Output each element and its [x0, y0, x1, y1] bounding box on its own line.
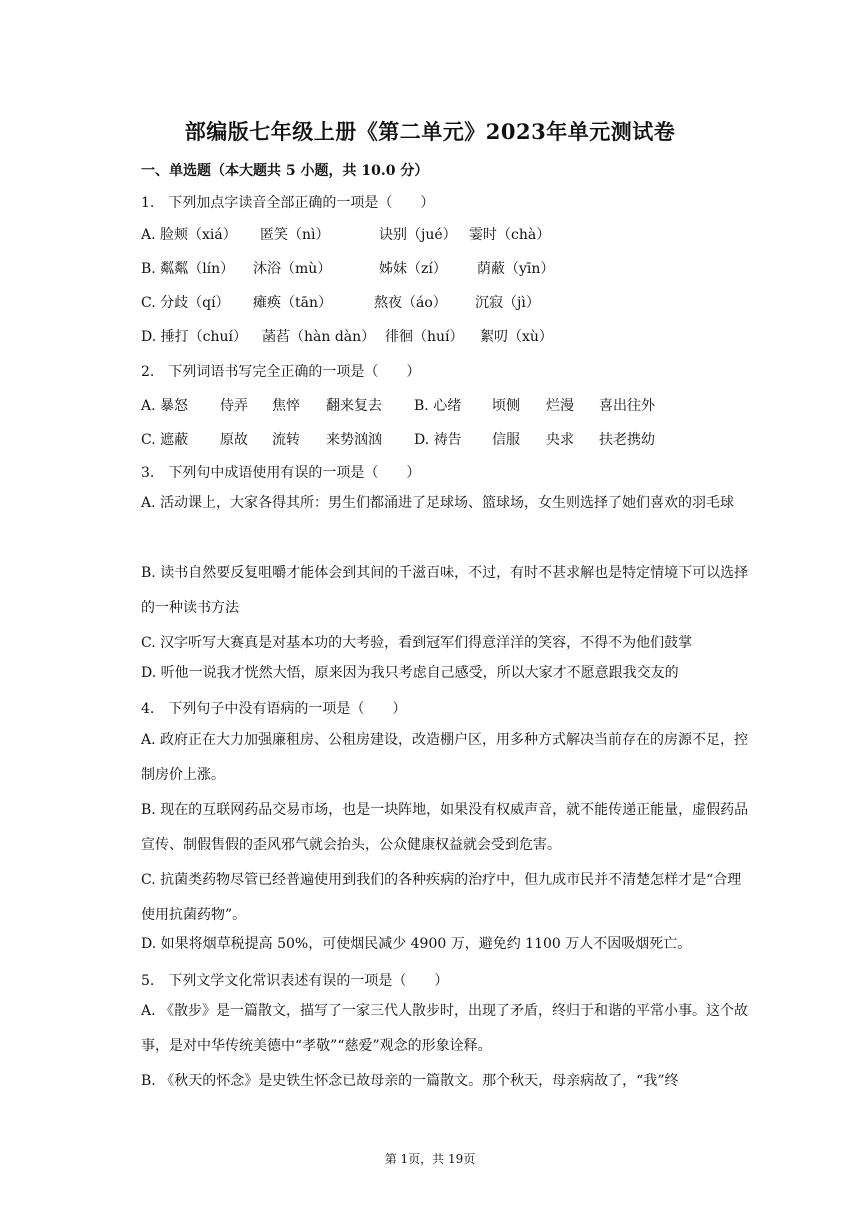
q2-d-2: 信服 [492, 432, 520, 448]
q1-c-4: 沉寂（jì） [475, 295, 540, 311]
q1-option-row-c [141, 292, 751, 312]
q1-a-4: 霎时（chà） [469, 227, 551, 243]
question-4-stem: 4. 下列句子中没有语病的一项是（ ） [141, 701, 407, 717]
q2-c-2: 原故 [220, 432, 248, 448]
q2-option-row-ab [141, 395, 751, 415]
page-footer: 第 1页，共 19页 [384, 1152, 476, 1166]
q1-option-row-a [141, 224, 751, 244]
question-3-stem: 3. 下列句中成语使用有误的一项是（ ） [141, 465, 421, 481]
q2-a-1: A. 暴怒 [141, 398, 189, 414]
q4-option-b: B. 现在的互联网药品交易市场，也是一块阵地，如果没有权威声音，就不能传递正能量，虚假药品宣传、制假售假的歪风邪气就会抬头，公众健康权益就会受到危害。 [141, 802, 749, 853]
q2-d-1: D. 祷告 [414, 432, 462, 448]
document-title: 部编版七年级上册《第二单元》2023年单元测试卷 [184, 119, 676, 144]
q3-option-b: B. 读书自然要反复咀嚼才能体会到其间的千滋百味，不过，有时不甚求解也是特定情境下可以选择的一种读书方法 [141, 565, 749, 616]
q4-option-c: C. 抗菌类药物尽管已经普遍使用到我们的各种疾病的治疗中，但九成市民并不清楚怎样才是“合理使用抗菌药物”。 [141, 872, 742, 923]
q1-c-1: C. 分歧（qí） [141, 295, 230, 311]
q3-option-a: A. 活动课上，大家各得其所：男生们都涌进了足球场、篮球场，女生则选择了她们喜欢的羽毛球 [141, 495, 735, 511]
q2-c-4: 来势汹汹 [326, 432, 382, 448]
q1-c-2: 瘫痪（tān） [253, 295, 332, 311]
q2-a-2: 侍弄 [220, 398, 248, 414]
q2-a-3: 焦悴 [272, 398, 300, 414]
q1-d-2: 菡萏（hàn dàn） [262, 329, 376, 345]
q1-d-1: D. 捶打（chuí） [141, 329, 247, 345]
q3-option-d: D. 听他一说我才恍然大悟，原来因为我只考虑自己感受，所以大家才不愿意跟我交友的 [141, 665, 679, 681]
q1-a-1: A. 脸颊（xiá） [141, 227, 237, 243]
q2-d-4: 扶老携幼 [599, 432, 655, 448]
q1-d-3: 徘徊（huí） [385, 329, 464, 345]
q2-option-row-cd [141, 429, 751, 449]
q4-option-a: A. 政府正在大力加强廉租房、公租房建设，改造棚户区，用多种方式解决当前存在的房源不足，控制房价上涨。 [141, 732, 749, 783]
q5-option-b: B. 《秋天的怀念》是史铁生怀念已故母亲的一篇散文。那个秋天，母亲病故了，“我”终 [141, 1073, 679, 1089]
q1-b-1: B. 粼粼（lín） [141, 261, 235, 277]
q1-d-4: 絮叨（xù） [480, 329, 553, 345]
q1-option-row-b [141, 258, 751, 278]
q2-c-3: 流转 [272, 432, 300, 448]
q2-b-1: B. 心绪 [414, 398, 462, 414]
q2-b-4: 喜出往外 [599, 398, 655, 414]
q1-c-3: 熬夜（áo） [374, 295, 447, 311]
question-1-stem: 1. 下列加点字读音全部正确的一项是（ ） [141, 195, 435, 211]
q5-option-a: A. 《散步》是一篇散文，描写了一家三代人散步时，出现了矛盾，终归于和谐的平常小事。这个故事，是对中华传统美德中“孝敬”“慈爱”观念的形象诠释。 [141, 1003, 749, 1054]
q2-c-1: C. 遮蔽 [141, 432, 189, 448]
question-2-stem: 2. 下列词语书写完全正确的一项是（ ） [141, 364, 421, 380]
q2-b-2: 顷侧 [492, 398, 520, 414]
q1-option-row-d [141, 326, 751, 346]
q4-option-d: D. 如果将烟草税提高 50%，可使烟民减少 4900 万，避免约 1100 万人不因吸烟死亡。 [141, 936, 692, 952]
q2-b-3: 烂漫 [546, 398, 574, 414]
q2-d-3: 央求 [546, 432, 574, 448]
q1-b-2: 沐浴（mù） [253, 261, 332, 277]
q1-a-2: 匿笑（nì） [260, 227, 330, 243]
section-heading: 一、单选题（本大题共 5 小题，共 10.0 分） [141, 163, 429, 179]
q2-a-4: 翻来复去 [326, 398, 382, 414]
q1-a-3: 诀别（jué） [379, 227, 457, 243]
q3-option-c: C. 汉字听写大赛真是对基本功的大考验，看到冠军们得意洋洋的笑容，不得不为他们鼓掌 [141, 635, 693, 651]
q1-b-4: 荫蔽（yīn） [477, 261, 555, 277]
question-5-stem: 5. 下列文学文化常识表述有误的一项是（ ） [141, 973, 449, 989]
q1-b-3: 姊妹（zí） [379, 261, 447, 277]
